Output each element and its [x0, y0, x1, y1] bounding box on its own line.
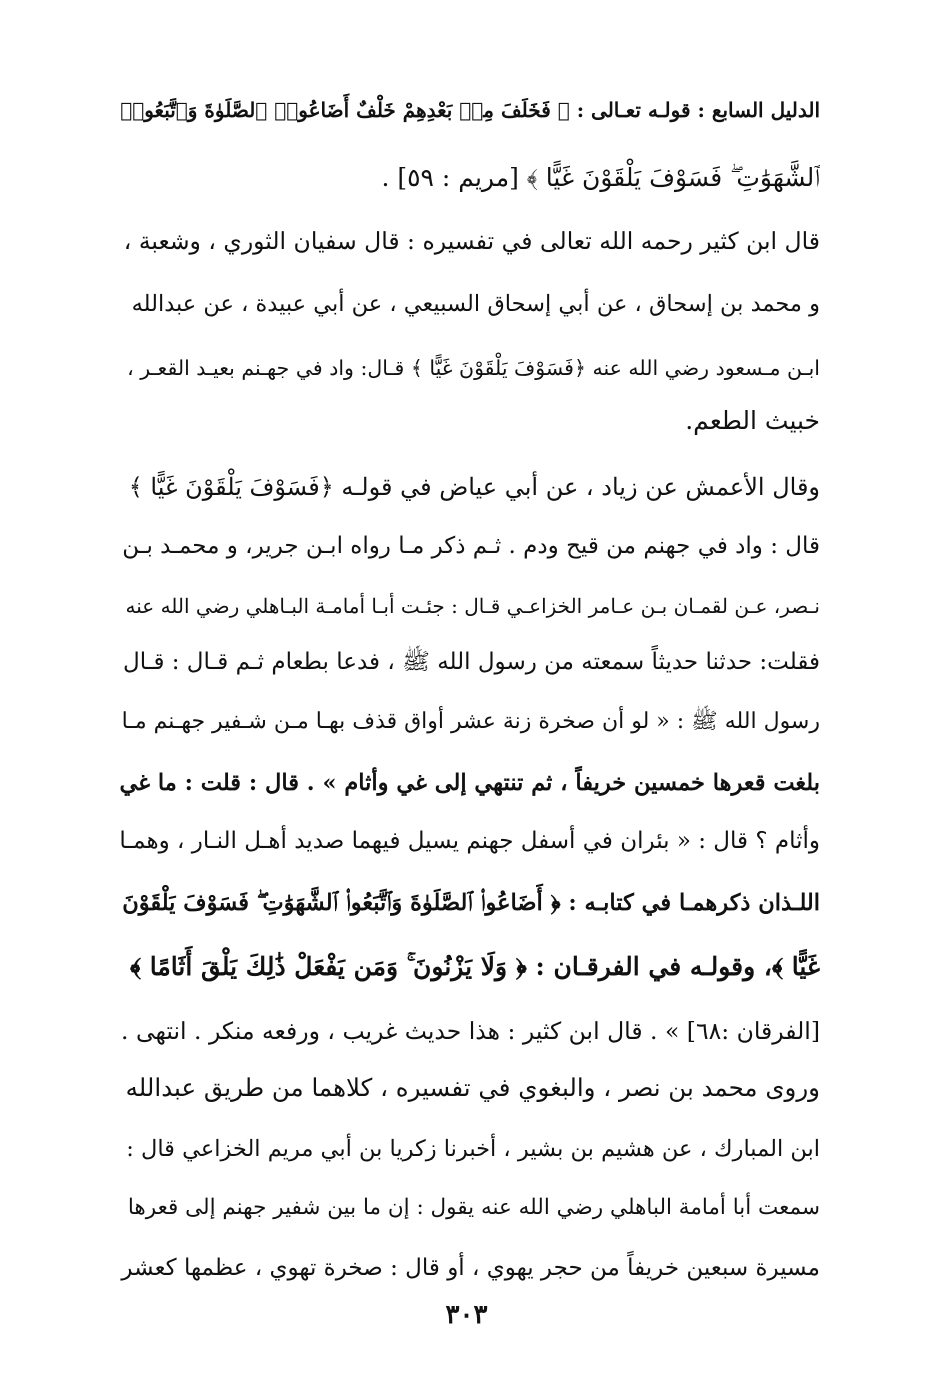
text-line-3: قال ابن كثير رحمه الله تعالى في تفسيره : قال سفيان الثوري ، وشعبة ، — [123, 227, 820, 255]
text-line-20: مسيرة سبعين خريفاً من حجر يهوي ، أو قال : صخرة تهوي ، عظمها كعشر — [121, 1255, 820, 1281]
text-line-6: خبيث الطعم. — [685, 406, 820, 435]
text-line-1: الدليل السابع : قولـه تعـالى : ﴿ فَخَلَفَ مِنۢ بَعْدِهِمْ خَلْفٌ أَضَاعُوا۟ ٱلصَّلَوٰةَ وَٱتَّبَعُوا۟ — [120, 98, 820, 122]
text-line-8: قال : واد في جهنم من قيح ودم . ثـم ذكر مـا رواه ابـن جرير، و محمـد بـن — [122, 533, 820, 559]
text-line-19: سمعت أبا أمامة الباهلي رضي الله عنه يقول : إن ما بين شفير جهنم إلى قعرها — [127, 1195, 820, 1220]
text-line-18: ابن المبارك ، عن هشيم بن بشير ، أخبرنا زكريا بن أبي مريم الخزاعي قال : — [126, 1136, 820, 1162]
text-line-17: وروى محمد بن نصر ، والبغوي في تفسيره ، كلاهما من طريق عبدالله — [125, 1073, 820, 1102]
text-line-10: فقلت: حدثنا حديثاً سمعته من رسول الله ﷺ ، فدعا بطعام ثـم قـال : قـال — [122, 649, 820, 675]
text-line-9: نـصر، عـن لقمـان بـن عـامر الخزاعـي قـال : جئـت أبـا أمامـة البـاهلي رضي الله عنه — [125, 594, 820, 618]
text-line-5: ابـن مـسعود رضي الله عنه ﴿فَسَوْفَ يَلْقَوْنَ غَيًّا ﴾ قـال: واد في جهـنم بعيـد القعـر ، — [127, 356, 820, 380]
text-line-7: وقال الأعمش عن زياد ، عن أبي عياض في قولـه ﴿فَسَوْفَ يَلْقَوْنَ غَيًّا ﴾ — [128, 473, 820, 501]
text-line-11: رسول الله ﷺ : « لو أن صخرة زنة عشر أواق قذف بهـا مـن شـفير جهـنم مـا — [121, 709, 820, 734]
text-line-15: غَيًّا ﴾، وقولـه في الفرقـان : ﴿ وَلَا يَزْنُونَ ۚ وَمَن يَفْعَلْ ذَٰلِكَ يَلْقَ أَثَامًا ﴾ — [129, 952, 820, 981]
text-line-12: بلغت قعرها خمسين خريفاً ، ثم تنتهي إلى غي وأثام » . قال : قلت : ما غي — [119, 770, 820, 796]
text-line-2: ٱلشَّهَوَٰتِ ۖ فَسَوْفَ يَلْقَوْنَ غَيًّا ﴾ [مريم : ٥٩] . — [381, 163, 820, 192]
text-line-13: وأثام ؟ قال : « بئران في أسفل جهنم يسيل فيهما صديد أهـل النـار ، وهمـا — [119, 828, 820, 854]
text-line-4: و محمد بن إسحاق ، عن أبي إسحاق السبيعي ، عن أبي عبيدة ، عن عبدالله — [131, 291, 820, 317]
text-line-16: [الفرقان :٦٨] » . قال ابن كثير : هذا حديث غريب ، ورفعه منكر . انتهى . — [121, 1017, 820, 1045]
text-line-14: اللـذان ذكرهمـا في كتابـه : ﴿ أَضَاعُوا۟ ٱلصَّلَوٰةَ وَٱتَّبَعُوا۟ ٱلشَّهَوَٰتِ ۖ فَسَوْفَ يَلْقَوْنَ — [122, 890, 820, 916]
page-number: ٣٠٣ — [445, 1300, 488, 1330]
